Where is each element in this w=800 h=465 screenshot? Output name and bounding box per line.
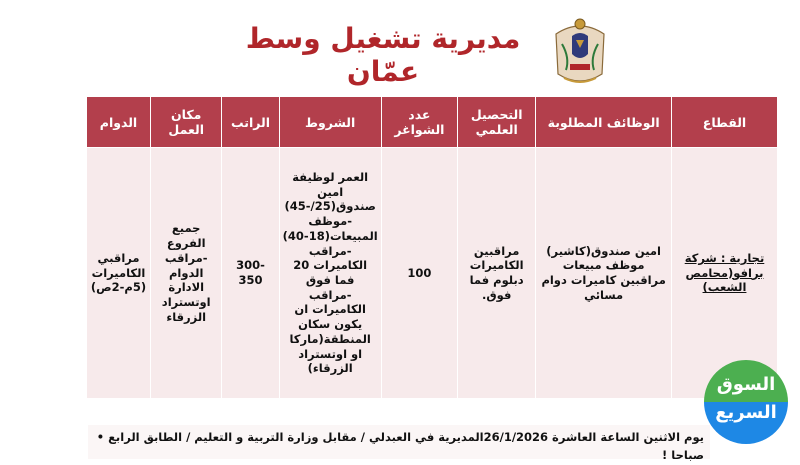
cell-salary: 300-350: [222, 148, 279, 399]
cell-sector: تجارية : شركة برافو(محامص الشعب): [672, 148, 778, 399]
cell-education: مراقبين الكاميرات دبلوم فما فوق.: [458, 148, 536, 399]
column-header-salary: الراتب: [222, 97, 279, 148]
column-header-education: التحصيل العلمي: [458, 97, 536, 148]
column-header-jobs: الوظائف المطلوبة: [536, 97, 672, 148]
brand-logo: [704, 360, 788, 444]
column-header-vacancies: عدد الشواغر: [381, 97, 457, 148]
cell-hours: مراقبي الكاميرات (5م-2ص): [87, 148, 151, 399]
column-header-hours: الدوام: [87, 97, 151, 148]
brand-logo-line-2: السريع: [715, 402, 777, 423]
footer-note: [88, 425, 710, 462]
table-row: [87, 148, 778, 399]
column-header-conditions: الشروط: [279, 97, 381, 148]
cell-conditions: العمر لوظيفة امين صندوق(25/-45) -موظف المبيعات(18-40) -مراقب الكاميرات 20 فما فوق -مراقب الكاميرات ان يكون سكان المنطقة(ماركا او اوتستراد الزرقاء): [279, 148, 381, 399]
footer-line-1: يوم الاثنين الساعة العاشرة 26/1/2026المديرية في العبدلي / مقابل وزارة التربية و التعليم / الطابق الرابع •: [96, 430, 704, 444]
jordan-coat-of-arms-icon: [548, 14, 612, 90]
brand-logo-line-1: السوق: [716, 374, 776, 395]
page-title: مديرية تشغيل وسط عمّان: [245, 22, 521, 88]
cell-vacancies: 100: [381, 148, 457, 399]
jobs-table: [86, 96, 778, 399]
cell-jobs: امين صندوق(كاشير) موظف مبيعات مراقبين كاميرات دوام مسائي: [536, 148, 672, 399]
footer-line-2: صباحا !: [662, 447, 704, 462]
table-header-row: [87, 97, 778, 148]
column-header-sector: القطاع: [672, 97, 778, 148]
cell-workplace: جميع الفروع -مراقب الدوام الادارة اوتستراد الزرقاء: [151, 148, 222, 399]
column-header-workplace: مكان العمل: [151, 97, 222, 148]
